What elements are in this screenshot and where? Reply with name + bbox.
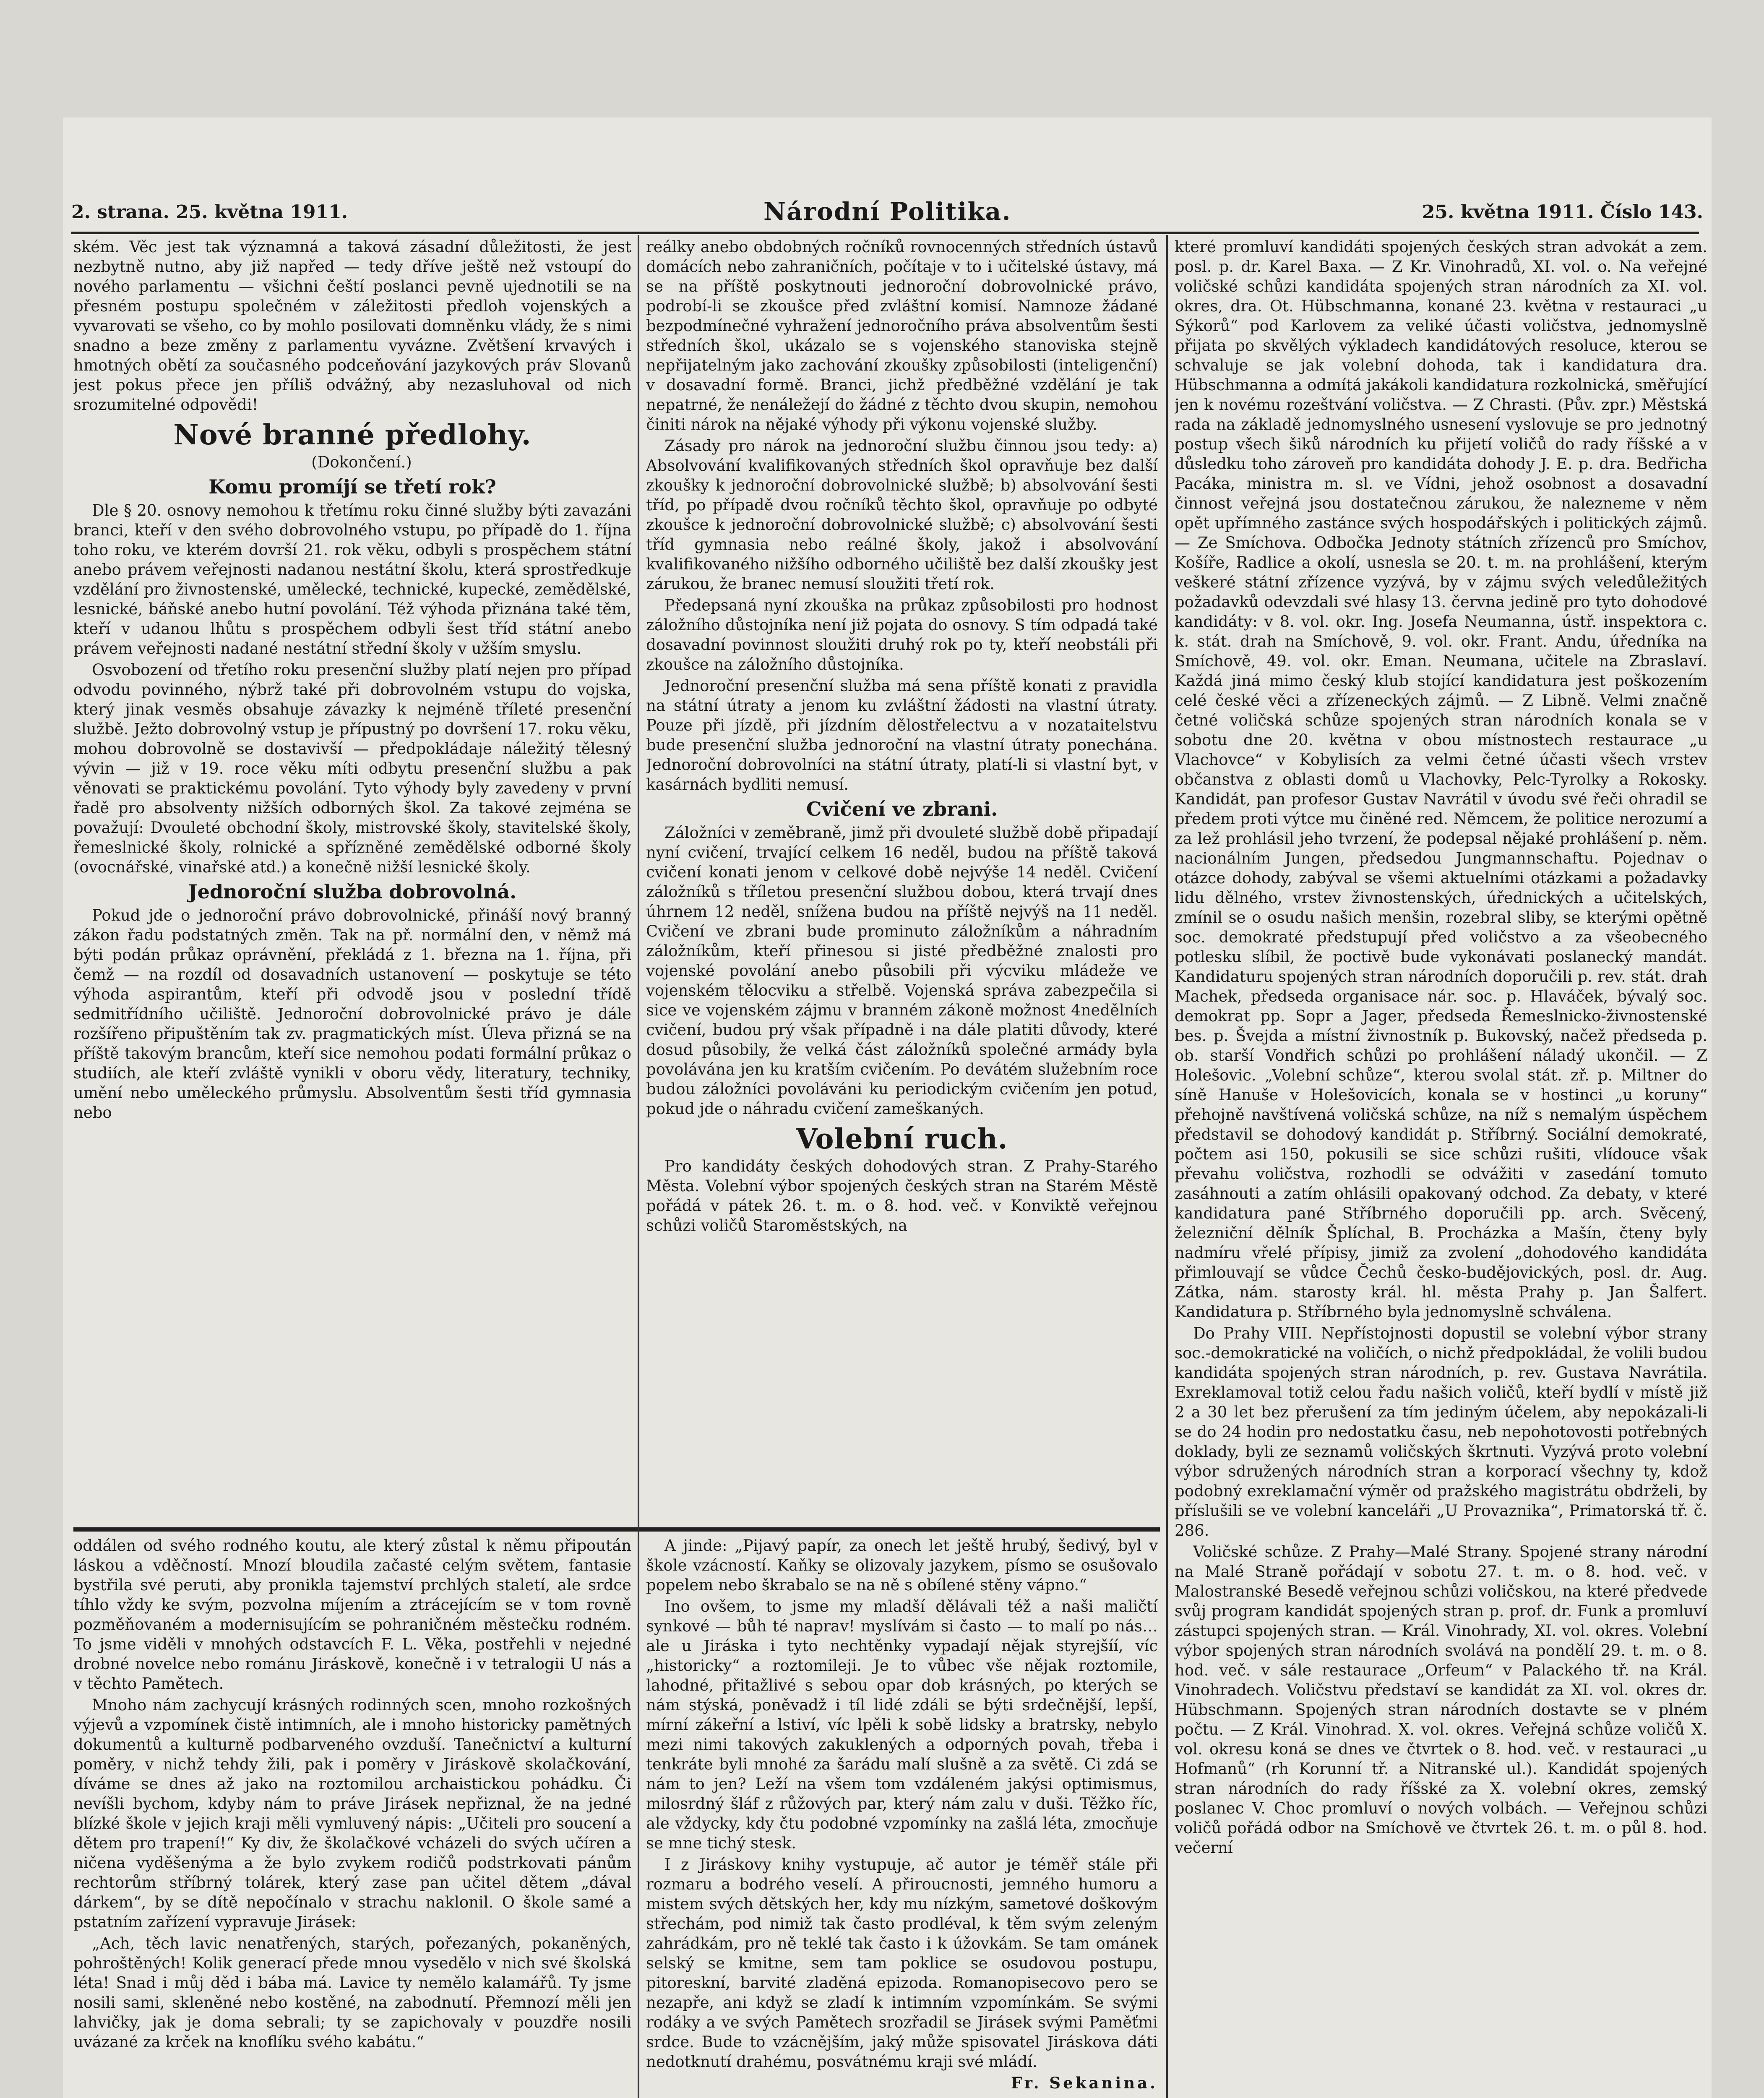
paragraph: Jednoroční presenční služba má sena příště konati z pravidla na státní útraty a jenom ku zvláštní žádosti na vlastní útraty. Pouze při jízdě, při jízdním dělostřelectvu a v nozataitelstvu bude presenční služba jednoroční na vlastní útraty ponechána. Jednoroční dobrovolníci na státní útraty, platí-li si vlastní byt, v kasárnách bydliti nemusí. bbox=[646, 677, 1158, 793]
masthead bbox=[71, 193, 1703, 231]
section-headline-elections: Volební ruch. bbox=[796, 1122, 1008, 1155]
author-signature: Fr. Sekanina. bbox=[1011, 2074, 1158, 2092]
paragraph: oddálen od svého rodného koutu, ale který zůstal k němu připoután láskou a vděčností. Mnozí bloudila začasté celým světem, fantasie bystřila své peruti, aby pronikla tajemství prchlých staletí, ale srdce tíhlo vždy ke svým, pozvolna míjením a ztrácejícím se v tom rovně pozměňovaném a modernisujícím se pohraničném městečku rodném. To jsme viděli v mnohých odstavcích F. L. Věka, postřehli v nejedné drobné novelce nebo románu Jiráskově, konečně i v tetralogii U nás a v těchto Pamětech. bbox=[73, 1537, 631, 1693]
masthead-rule bbox=[71, 232, 1699, 234]
column-3 bbox=[1175, 237, 1707, 2098]
paragraph: Ino ovšem, to jsme my mladší dělávali též a naši maličtí synkové — bůh té naprav! myslívám si často — to malí po nás… ale u Jiráska i tyto nechtěnky vypadají nějak styrejšíí, víc „historicky“ a roztomileji. Je to vůbec vše nějak roztomile, lahodné, přitažlivé s sebou opar dob krásných, po kterých se nám stýská, poněvadž i tíl lidé zdáli se býti srdečnější, lepší, mírní zákeřní a lstiví, víc lpěli k sobě lidsky a bratrsky, nebylo mezi nimi takových zakuklených a odporných povah, třeba i tenkráte byli mnohé za šarádu malí slušně a za světě. Ci zdá se nám to jen? Leží na všem tom vzdáleném jakýsi optimismus, milosrdný šláf z růžových par, který nám zalu v duši. Těžko říc, ale vždycky, kdy čtu podobné vzpomínky na zašlá léta, zmocňuje se mne tichý stesk. bbox=[646, 1597, 1158, 1852]
column-1-feuilleton bbox=[73, 1536, 631, 2098]
paragraph: reálky anebo obdobných ročníků rovnocenných středních ústavů domácích nebo zahraničních, počítaje v to i učitelské ústavy, má se na příště poskytnouti jednoroční dobrovolnické právo, podrobí-li se zkoušce před zvláštní komisí. Namnoze žádané bezpodmínečné vyhražení jednoročního práva absolventům šesti středních škol, ukázalo se s vojenského stanoviska stejně nepřijatelným jako zachování zkoušky způsobilosti (inteligenční) v dosavadní formě. Branci, jichž předběžné vzdělání je tak nepatrné, že nenáležejí do žádné z těchto dvou skupin, nemohou činiti nárok na nějaké výhody při výkonu vojenské služby. bbox=[646, 238, 1158, 433]
paragraph: Mnoho nám zachycují krásných rodinných scen, mnoho rozkošných výjevů a vzpomínek čistě intimních, ale i mnoho historicky pamětných dokumentů a kulturně podbarveného ovzduší. Tanečnictví a kulturní poměry, v nichž tehdy žili, pak i poměry v Jiráskově skolačkování, díváme se dnes až jako na roztomilou archaistickou pohádku. Či nevíšli bychom, kdyby nám to práve Jirásek nepřiznal, že na jedné blízké škole v jejich kraji měli vymluvený nápis: „Učiteli pro soucení a dětem pro trapení!“ Ky div, že školačkové vcházeli do svých učíren a ničena vyděšenýma a že bylo zvykem rodičů podstrkovati pánům rechtorům stříbrný tolárek, který zase pan učitel dětem „dával dárkem“, by se dítě nepočínalo v strachu naklonil. O škole samé a pstatním zařízení vypravuje Jirásek: bbox=[73, 1696, 631, 1931]
column-divider bbox=[1166, 235, 1168, 2098]
paragraph: Do Prahy VIII. Nepřístojnosti dopustil se volební výbor strany soc.-demokratické na voličích, o nichž předpokládal, že volili budou kandidáta spojených stran národních, p. rev. Gustava Navrátila. Exreklamoval totiž celou řadu našich voličů, kteří bydlí v místě již 2 a 30 let bez přerušení za tím jediným účelem, aby nepokázali-li se do 24 hodin pro nedostatku času, neb nepohotovosti potřebných doklady, byli ze seznamů voličských škrtnuti. Vyzývá proto volební výbor sdružených národních stran a korporací všechny ty, kdož podobný exreklamační výměr od pražského magistrátu obdrželi, by příslušili se ve volební kanceláři „U Provaznika“, Primatorská tř. č. 286. bbox=[1175, 1324, 1707, 1540]
paragraph: Pro kandidáty českých dohodových stran. Z Prahy-Starého Města. Volební výbor spojených českých stran na Starém Městě pořádá v pátek 26. t. m. o 8. hod. več. v Konviktě veřejnou schůzi voličů Staroměstských, na bbox=[646, 1157, 1158, 1234]
feuilleton-rule bbox=[73, 1527, 1160, 1532]
article-intro-text: ském. Věc jest tak významná a taková zásadní důležitosti, že jest nezbytně nutno, aby již napřed — tedy dříve ještě než vstoupí do nového parlamentu — všichni čeští poslanci pevně ujednotili se na přesném postupu společném v záležitosti předloh vojenských a vyvarovati se všeho, co by mohlo posilovati domněnku vlády, že s nimi snadno a beze změny z parlamentu vyvázne. Zvětšení krvavých i hmotných obětí za současného podceňování jazykových práv Slovanů jest pokus přece jen příliš odvážný, aby nezasluhoval od nich srozumitelné odpovědi! bbox=[73, 238, 631, 414]
paragraph: Předepsaná nyní zkouška na průkaz způsobilosti pro hodnost záložního důstojníka není již pojata do osnovy. S tím odpadá také dosavadní povinnost sloužiti druhý rok po ty, kteří neobstáli při zkoušce na záložního důstojníka. bbox=[646, 596, 1158, 673]
paragraph: Voličské schůze. Z Prahy—Malé Strany. Spojené strany národní na Malé Straně pořádají v sobotu 27. t. m. o 8. hod. več. v Malostranské Besedě veřejnou schůzi voličskou, na které předvede svůj program kandidát spojených stran p. prof. dr. Funk a promluví zástupci spojených stran. — Král. Vinohrady, XI. vol. okres. Volební výbor spojených stran národních svolává na pondělí 29. t. m. o 8. hod. več. v sále restaurace „Orfeum“ v Palackého tř. na Král. Vinohradech. Voličstvu představí se kandidát za XI. vol. okres dr. Hübschmann. Spojených stran národních dostavte se v plném počtu. — Z Král. Vinohrad. X. vol. okres. Veřejná schůze voličů X. vol. okresu koná se dnes ve čtvrtek o 8. hod. več. v restauraci „u Hofmanů“ (rh Korunní tř. a Nitranské ul.). Kandidát spojených stran národních do rady říšské za X. volební okres, zemský poslanec V. Choc promluví o nových volbách. — Veřejnou schůzi voličů pořádá odbor na Smíchově ve čtvrtek 26. t. m. o půl 8. hod. večerní bbox=[1175, 1543, 1707, 1857]
column-2-feuilleton bbox=[646, 1536, 1158, 2098]
column-1-top bbox=[73, 237, 631, 1508]
article-headline: Nové branné předlohy. bbox=[173, 418, 532, 451]
column-2-top bbox=[646, 237, 1158, 1504]
paragraph: Dle § 20. osnovy nemohou k třetímu roku činné služby býti zavazáni branci, kteří v den svého dobrovolného vstupu, po případě do 1. října toho roku, ve kterém dovrší 21. rok věku, odbyli s prospěchem státní anebo právem veřejnosti nadanou nestátní školu, která sprostředkuje vzdělání pro živnostenské, umělecké, technické, kupecké, zemědělské, lesnické, báňské anebo hutní povolání. Též výhoda přiznána také těm, kteří v udanou lhůtu s prospěchem odbyli šest tříd státní anebo právem veřejnosti nadané nestátní střední školy v užším smyslu. bbox=[73, 501, 631, 658]
quotation: A jinde: „Pijavý papír, za onech let ještě hrubý, šedivý, byl v škole vzácností. Kaňky se olizovaly jazykem, písmo se osušovalo popelem nebo škrabalo se na ně s obílené stěny vápno.“ bbox=[646, 1537, 1158, 1594]
subheading-arms-training: Cvičení ve zbrani. bbox=[806, 798, 998, 820]
subheading-third-year: Komu promíjí se třetí rok? bbox=[208, 475, 496, 498]
paragraph: Osvobození od třetího roku presenční služby platí nejen pro případ odvodu povinného, nýbrž také při dobrovolném vstupu do vojska, který jinak vesměs obsahuje závazky k nejméně tříleté presenční službě. Ježto dobrovolný vstup je přípustný po dovršení 17. roku věku, mohou dobrovolně se dostavivší — předpokládaje náležitý tělesný vývin — již v 19. roce věku míti odbytu presenční službu a pak věnovati se praktickému povolání. Tyto výhody byly zavedeny v první řadě pro absolventy nižších odborných škol. Za takové zejména se považují: Dvouleté obchodní školy, mistrovské školy, stavitelské školy, řemeslnické školy, rolnické a spřízněné zemědělské odborné školy (ovocnářské, vinařské atd.) a konečně nižší lesnické školy. bbox=[73, 661, 631, 876]
masthead-title: Národní Politika. bbox=[763, 197, 1011, 226]
column-divider bbox=[638, 235, 639, 2098]
masthead-page-date: 2. strana. 25. května 1911. bbox=[71, 201, 348, 223]
subheading-volunteer-service: Jednoroční služba dobrovolná. bbox=[188, 880, 517, 903]
masthead-issue: 25. května 1911. Číslo 143. bbox=[1422, 201, 1703, 223]
paragraph: Pokud jde o jednoroční právo dobrovolnické, přináší nový branný zákon řadu podstatných změn. Tak na př. normální den, v němž má býti podán průkaz oprávnění, překládá z 1. března na 1. října, při čemž — na rozdíl od dosavadních ustanovení — poskytuje se této výhoda aspirantům, kteří při odvodě jsou v poslední třídě sedmitřídního učiliště. Jednoroční dobrovolnické právo je dále rozšířeno připuštěním tak zv. pragmatických míst. Úleva přizná se na příště takovým brancům, kteří sice nemohou podati formální průkaz o studiích, ale kteří zvláště vynikli v oboru vědy, literatury, techniky, umění nebo uměleckého průmyslu. Absolventům šesti tříd gymnasia nebo bbox=[73, 906, 631, 1122]
article-dek: (Dokončení.) bbox=[311, 453, 412, 471]
quotation: „Ach, těch lavic nenatřených, starých, pořezaných, pokaněných, pohroštěných! Kolik generací přede mnou vysedělo v nich své školská léta! Snad i můj děd i bába má. Lavice ty nemělo kalamářů. Ty jsme nosili sami, skleněné nebo kostěné, na zabodnutí. Přemnozí měli jen lahvičky, jak je doma sebrali; ty se zapichovaly v pouzdře nosili uvázané za krček na knoflíku svého kabátu.“ bbox=[73, 1934, 631, 2051]
paragraph: Zásady pro nárok na jednoroční službu činnou jsou tedy: a) Absolvování kvalifikovaných středních škol opravňuje bez další zkoušky k jednoroční dobrovolnické službě; b) absolvování šesti tříd, po případě dvou ročníků těchto škol, opravňuje po odbyté zkoušce k jednoroční dobrovolnické službě; c) absolvování šesti tříd gymnasia nebo reálné školy, jakož i absolvování kvalifikovaného nižšího odborného učiliště bez další zkoušky jest zárukou, že branec nemusí sloužiti třetí rok. bbox=[646, 437, 1158, 593]
paragraph: I z Jiráskovy knihy vystupuje, ač autor je téměř stále při rozmaru a bodrého veselí. A přiroucnosti, jemného humoru a mistem svých dětských her, kdy mu nízkým, sametové doškovým střechám, pod nimiž tak často prodléval, k těm svým zeleným zahrádkám, pro ně teklé tak často i k úžovkám. Se tam ománek selský se kmitne, sem tam poklice se osudovou postupu, pitoreskní, barvité zladěná epizoda. Romanopisecovo pero se nezapře, ani když se zladí k intimním vzpomínkám. Se svými rodáky a ve svých Pamětech srozřadil se Jirásek svými Paměťmi srdce. Bude to vzácnějším, jaký může spisovatel Jiráskova dáti nedotknutí drahému, posvátnému kraji své mládí. bbox=[646, 1855, 1158, 2071]
paragraph: Záložníci v zeměbraně, jimž při dvouleté službě době připadají nyní cvičení, trvající celkem 16 neděl, budou na příště taková cvičení konati jenom v celkové době nejvýše 14 neděl. Cvičení záložníků s tříletou presenční službou dobou, která trvají dnes úhrnem 12 neděl, snížena budou na příště nejvýš na 11 neděl. Cvičení ve zbrani bude prominuto záložníkům a náhradním záložníkům, kteří přinesou si jisté předběžné znalosti pro vojenské povolání anebo působili při výcviku mládeže ve vojenském tělocviku a střelbě. Vojenská správa zabezpečila si sice ve vojenském zájmu v branném zákoně možnost 4nedělních cvičení, budou prý však případně i na dále platiti důvody, které dosud působily, že velká část záložníků společné armády byla povolávána jen ku kratším cvičením. Po devátém služebním roce budou záložníci povoláváni ku periodickým cvičením jen potud, pokud jde o náhradu cvičení zameškaných. bbox=[646, 824, 1158, 1118]
paragraph: které promluví kandidáti spojených českých stran advokát a zem. posl. p. dr. Karel Baxa. — Z Kr. Vinohradů, XI. vol. o. Na veřejné voličské schůzi kandidáta spojených stran národních za XI. vol. okres, dra. Ot. Hübschmanna, konané 23. května v restauraci „u Sýkorů“ pod Karlovem za veliké účasti voličstva, jednomyslně přijata po skvělých výkladech kandidátových resoluce, kterou se schvaluje se jak volební dohoda, tak i kandidatura dra. Hübschmanna a odmítá jakákoli kandidatura rozkolnická, směřující jen k novému rozeštvání voličstva. — Z Chrasti. (Pův. zpr.) Městská rada na základě jednomyslného usnesení vyslovuje se pro jednotný postup všech šiků národních ku přijetí voličů do rady říšské a v důsledku toho zároveň pro kandidáta dohody J. E. p. dra. Bedřicha Pacáka, ministra m. sl. ve Vídni, jehož osobnost a dosavadní činnost veřejná jsou dostatečnou zárukou, že nalezneme v něm opět upřímného zastánce svých hospodářských i politických zájmů. — Ze Smíchova. Odbočka Jednoty státních zřízenců pro Smíchov, Košíře, Radlice a okolí, usnesla se 20. t. m. na prohlášení, kterým veškeré státní zřízence vyzývá, by v zájmu svých veledůležitých požadavků odevzdali své hlasy 13. června jedině pro tyto dohodové kandidáty: v 8. vol. okr. Ing. Josefa Neumanna, ústř. inspektora c. k. stát. drah na Smíchově, 9. vol. okr. Frant. Andu, úředníka na Smíchově, 49. vol. okr. Eman. Neumana, učitele na Zbraslaví. Každá jiná mimo český klub stojící kandidatura jest poškozením celé české věci a zřízeneckých zájmů. — Z Libně. Velmi značně četné voličská schůze spojených stran národních konala se v sobotu dne 20. května v obou místnostech restaurace „u Vlachovce“ v Kobylisích za velmi četné účasti všech vrstev občanstva z oblasti domů u Vlachovky, Pelc-Tyrolky a Rokosky. Kandidát, pan profesor Gustav Navrátil v úvodu své řeči ohradil se předem proti výtce mu činěné red. Němcem, že politice nerozumí a za lež prohlásil jeho tvrzení, že podepsal nějaké prohlášení p. něm. nacionálním Jungen, předsedou Jungmannschaftu. Pojednav o otázce dohody, zabýval se všemi aktuelními otázkami a požadavky lidu dělného, vrstev živnostenských, úřednických a učitelských, zmínil se o osudu našich menšin, rozebral sliby, se kterými opětně soc. demokraté předstupují před voličstvo a za všeobecného potlesku slíbil, že poctivě bude vykonávati poslanecký mandát. Kandidaturu spojených stran národních doporučili p. rev. stát. drah Machek, předseda organisace nár. soc. p. Hlaváček, bývalý soc. demokrat pp. Sopr a Jager, předseda Řemeslnicko-živnostenské bes. p. Švejda a místní živnostník p. Bukovský, načež předseda p. ob. starší Vondřich schůzi po prohlášení náladý ukončil. — Z Holešovic. „Volební schůze“, kterou svolal stát. zř. p. Miltner do síně Hanuše v Holešovicích, konala se v hostinci „u koruny“ přehojně navštívená voličská schůze, na níž s nemalým úspěchem představil se dohodový kandidát p. Stříbrný. Sociální demokraté, počtem asi 150, pokusili se sice schůzi rušiti, vlídouce však převahu voličstva, rozhodli se odvážiti v zasedání tomuto zasáhnouti a zatím ohlásili opakovaný odchod. Za debaty, v které kandidatura pané Stříbrného doporučili pp. arch. Svěcený, železniční dělník Šplíchal, B. Procházka a Mašín, čteny byly nadmíru vřelé přípisy, jimiž za zvolení „dohodového kandidáta přimlouvají se vůdce Čechů česko-budějovických, posl. dr. Aug. Zátka, nám. starosty král. hl. města Prahy p. Jan Šalfert. Kandidatura p. Stříbrného byla jednomyslně schválena. bbox=[1175, 238, 1707, 1321]
